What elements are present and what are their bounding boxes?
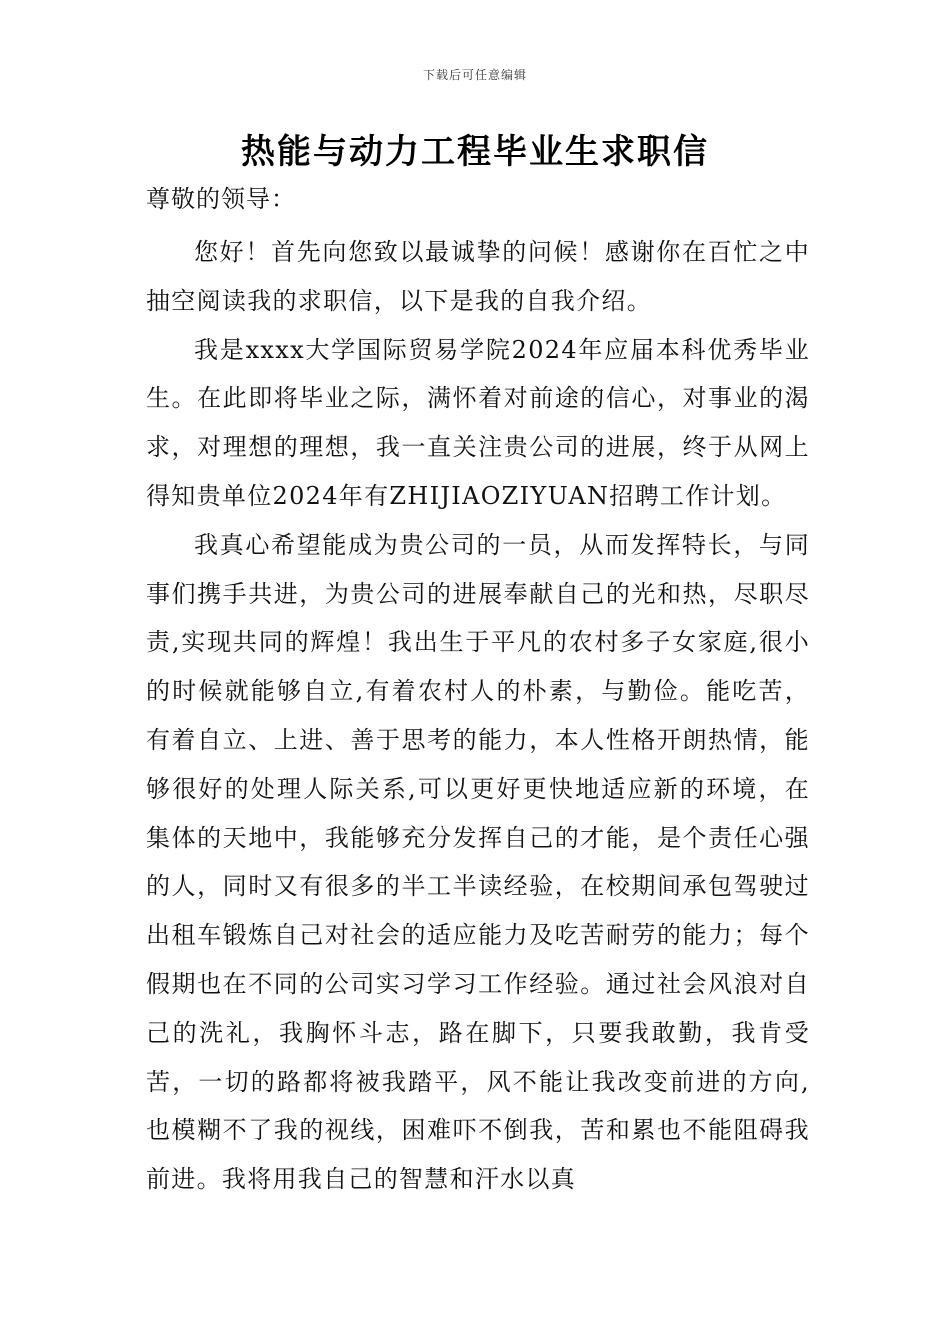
salutation: 尊敬的领导： — [146, 185, 296, 213]
paragraph-greeting: 您好！首先向您致以最诚挚的问候！感谢你在百忙之中抽空阅读我的求职信，以下是我的自我介绍。 — [146, 238, 810, 315]
letter-body — [146, 228, 810, 1204]
paragraph-background: 我真心希望能成为贵公司的一员，从而发挥特长，与同事们携手共进，为贵公司的进展奉献自己的光和热，尽职尽责,实现共同的辉煌！我出生于平凡的农村多子女家庭,很小的时候就能够自立,有着农村人的朴素，与勤俭。能吃苦，有着自立、上进、善于思考的能力，本人性格开朗热情，能够很好的处理人际关系,可以更好更快地适应新的环境，在集体的天地中，我能够充分发挥自己的才能，是个责任心强的人，同时又有很多的半工半读经验，在校期间承包驾驶过出租车锻炼自己对社会的适应能力及吃苦耐劳的能力；每个假期也在不同的公司实习学习工作经验。通过社会风浪对自己的洗礼，我胸怀斗志，路在脚下，只要我敢勤，我肯受苦，一切的路都将被我踏平，风不能让我改变前进的方向,也模糊不了我的视线，困难吓不倒我，苦和累也不能阻碍我前进。我将用我自己的智慧和汗水以真 — [146, 530, 810, 1194]
header-note: 下载后可任意编辑 — [422, 68, 527, 82]
paragraph-introduction: 我是xxxx大学国际贸易学院2024年应届本科优秀毕业生。在此即将毕业之际，满怀着对前途的信心，对事业的渴求，对理想的理想，我一直关注贵公司的进展，终于从网上得知贵单位2024年有ZHIJIAOZIYUAN招聘工作计划。 — [146, 335, 810, 510]
document-title: 热能与动力工程毕业生求职信 — [241, 132, 709, 172]
